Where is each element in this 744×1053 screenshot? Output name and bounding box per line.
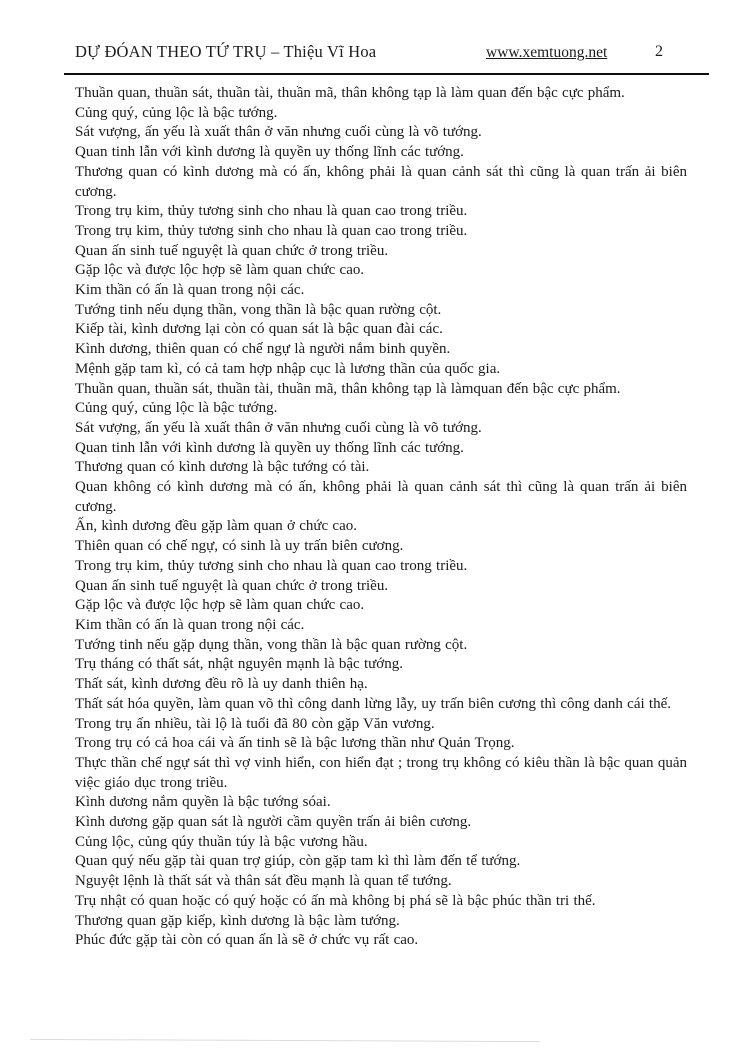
paragraph-line: Trong trụ ấn nhiều, tài lộ là tuổi đã 80 còn gặp Văn vương.: [75, 715, 435, 732]
paragraph-line: Ấn, kình dương đều gặp làm quan ở chức cao.: [75, 518, 357, 535]
paragraph-line: Quan ấn sinh tuế nguyệt là quan chức ở trong triều.: [75, 242, 389, 259]
paragraph-line: Củng quý, củng lộc là bậc tướng.: [75, 104, 278, 121]
paragraph-line: Thương quan có kình dương là bậc tướng có tài.: [75, 459, 370, 476]
paragraph-line: Thực thần chế ngự sát thì vợ vinh hiển, con hiển đạt ; trong trụ không có kiêu thần là bậc quan quản việc giáo dục trong triều.: [75, 754, 687, 791]
paragraph-line: Quan tinh lẫn với kình dương là quyền uy thống lĩnh các tướng.: [75, 439, 464, 456]
paragraph-line: Mệnh gặp tam kì, có cả tam hợp nhập cục là lương thần của quốc gia.: [75, 360, 501, 377]
paragraph-line: Sát vượng, ấn yếu là xuất thân ở văn nhưng cuối cùng là võ tướng.: [75, 419, 482, 436]
paragraph-line: Sát vượng, ấn yếu là xuất thân ở văn nhưng cuối cùng là võ tướng.: [75, 124, 482, 141]
paragraph-line: Tướng tinh nếu dụng thần, vong thần là bậc quan rường cột.: [75, 301, 442, 318]
paragraph-line: Kình dương gặp quan sát là người cầm quyền trấn ải biên cương.: [75, 814, 472, 831]
paragraph-line: Thương quan có kình dương mà có ấn, không phải là quan cảnh sát thì cũng là quan trấn ải biên cương.: [75, 163, 687, 200]
paragraph-line: Trong trụ có cả hoa cái và ấn tinh sẽ là bậc lương thần như Quản Trọng.: [75, 735, 515, 752]
scan-artifact-line: [30, 1039, 540, 1042]
paragraph-line: Kiếp tài, kình dương lại còn có quan sát là bậc quan đài các.: [75, 321, 443, 338]
paragraph-line: Quan quý nếu gặp tài quan trợ giúp, còn gặp tam kì thì làm đến tể tướng.: [75, 853, 521, 870]
paragraph-line: Quan ấn sinh tuế nguyệt là quan chức ở trong triều.: [75, 577, 389, 594]
paragraph-line: Gặp lộc và được lộc hợp sẽ làm quan chức cao.: [75, 597, 365, 614]
paragraph-line: Trụ tháng có thất sát, nhật nguyên mạnh là bậc tướng.: [75, 656, 403, 673]
paragraph-line: Quan không có kình dương mà có ấn, không phải là quan cảnh sát thì cũng là quan trấn ải biên cương.: [75, 479, 687, 515]
paragraph-line: Thuần quan, thuần sát, thuần tài, thuần mã, thân không tạp là làmquan đến bậc cực phẩm.: [75, 380, 621, 397]
page-number: 2: [655, 43, 663, 60]
header-divider: [64, 73, 709, 75]
paragraph-line: Trong trụ kim, thủy tương sinh cho nhau là quan cao trong triều.: [75, 557, 468, 574]
paragraph-line: Tướng tinh nếu gặp dụng thần, vong thần là bậc quan rường cột.: [75, 636, 468, 653]
paragraph-line: Thất sát, kình dương đều rõ là uy danh thiên hạ.: [75, 676, 368, 693]
paragraph-line: Thất sát hóa quyền, làm quan võ thì công danh lừng lẫy, uy trấn biên cương thì công danh cái thế.: [75, 695, 671, 712]
paragraph-line: Trụ nhật có quan hoặc có quý hoặc có ấn mà không bị phá sẽ là bậc phúc thần tri thế.: [75, 892, 596, 909]
paragraph-line: Nguyệt lệnh là thất sát và thân sát đều mạnh là quan tể tướng.: [75, 873, 452, 890]
paragraph-line: Trong trụ kim, thủy tương sinh cho nhau là quan cao trong triều.: [75, 222, 468, 239]
paragraph-line: Thương quan gặp kiếp, kình dương là bậc làm tướng.: [75, 912, 400, 929]
paragraph-line: Thiên quan có chế ngự, có sinh là uy trấn biên cương.: [75, 538, 404, 555]
website-link[interactable]: www.xemtuong.net: [486, 44, 608, 61]
paragraph-line: Kình dương, thiên quan có chế ngự là người nắm binh quyền.: [75, 341, 451, 358]
paragraph-line: Gặp lộc và được lộc hợp sẽ làm quan chức cao.: [75, 262, 365, 279]
paragraph-line: Phúc đức gặp tài còn có quan ấn là sẽ ở chức vụ rất cao.: [75, 932, 419, 949]
paragraph-line: Kình dương nắm quyền là bậc tướng sóai.: [75, 794, 331, 811]
paragraph-line: Kim thần có ấn là quan trong nội các.: [75, 282, 305, 299]
paragraph-line: Củng lộc, củng qúy thuần túy là bậc vương hầu.: [75, 833, 368, 850]
document-body: [75, 84, 687, 951]
paragraph-line: Trong trụ kim, thủy tương sinh cho nhau là quan cao trong triều.: [75, 203, 468, 220]
paragraph-line: Kim thần có ấn là quan trong nội các.: [75, 616, 305, 633]
paragraph-line: Củng quý, củng lộc là bậc tướng.: [75, 400, 278, 417]
document-title: DỰ ĐÓAN THEO TỨ TRỤ – Thiệu Vĩ Hoa: [75, 42, 377, 61]
paragraph-line: Thuần quan, thuần sát, thuần tài, thuần mã, thân không tạp là làm quan đến bậc cực phẩm.: [75, 85, 625, 101]
paragraph-line: Quan tinh lẫn với kình dương là quyền uy thống lĩnh các tướng.: [75, 144, 464, 161]
